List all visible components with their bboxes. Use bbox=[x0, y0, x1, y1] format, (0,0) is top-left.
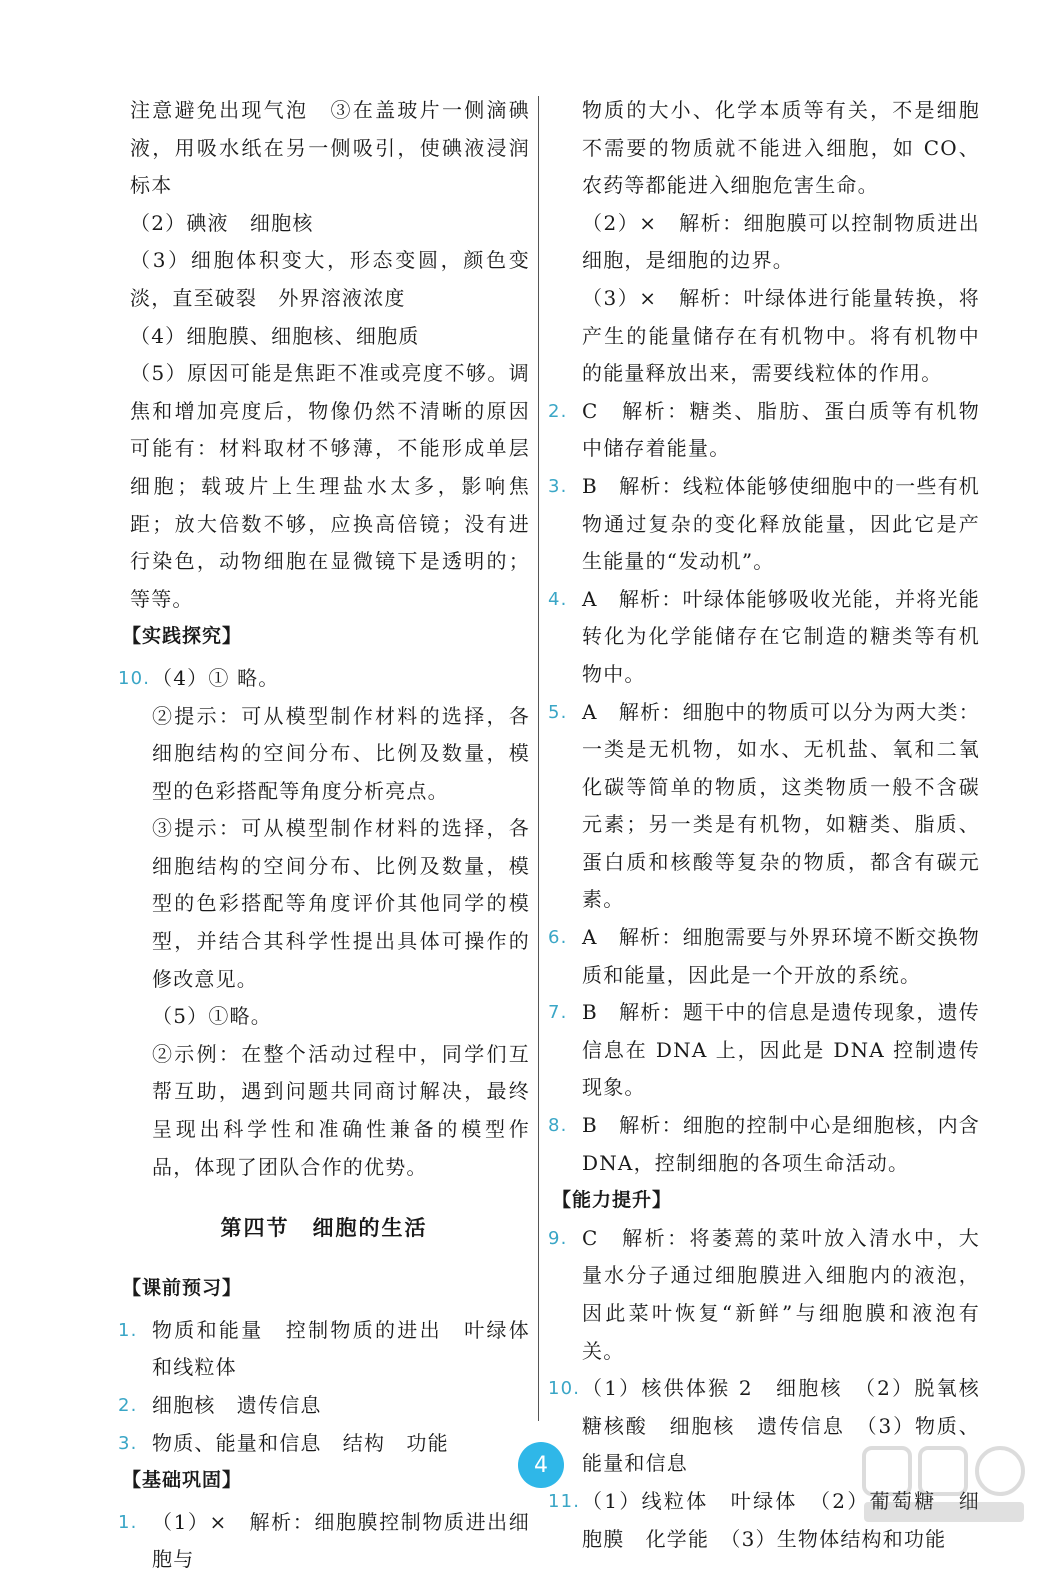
answer-text: A 解析：细胞中的物质可以分为两大类：一类是无机物，如水、无机盐、氧和二氧化碳等简单的物质，这类物质一般不含碳元素；另一类是有机物，如糖类、脂质、蛋白质和核酸等复杂的物质，都含有碳元素。 bbox=[582, 699, 980, 912]
question-number: 5. bbox=[548, 701, 568, 723]
question-item bbox=[548, 393, 980, 468]
question-number: 2. bbox=[118, 1395, 138, 1416]
question-item bbox=[548, 468, 980, 581]
answer-text: 细胞核 遗传信息 bbox=[152, 1393, 322, 1417]
question-number: 4. bbox=[548, 588, 568, 610]
section-heading: 【能力提升】 bbox=[552, 1189, 673, 1212]
question-number: 8. bbox=[548, 1115, 568, 1137]
question-item bbox=[548, 581, 980, 694]
question-item bbox=[548, 1107, 980, 1182]
answer-paragraph: （3）细胞体积变大，形态变圆，颜色变淡，直至破裂 外界溶液浓度 bbox=[130, 248, 530, 310]
question-item bbox=[548, 1220, 980, 1370]
question-item bbox=[548, 694, 980, 920]
answer-text: A 解析：叶绿体能够吸收光能，并将光能转化为化学能储存在它制造的糖类等有机物中。 bbox=[582, 586, 980, 686]
answer-paragraph: 物质的大小、化学本质等有关，不是细胞不需要的物质就不能进入细胞，如 CO、农药等都能进入细胞危害生命。 bbox=[582, 98, 980, 198]
answer-text: A 解析：细胞需要与外界环境不断交换物质和能量，因此是一个开放的系统。 bbox=[582, 925, 980, 987]
answer-paragraph: ③提示：可从模型制作材料的选择，各细胞结构的空间分布、比例及数量，模型的色彩搭配等角度评价其他同学的模型，并结合其科学性提出具体可操作的修改意见。 bbox=[152, 816, 530, 991]
question-number: 6. bbox=[548, 927, 568, 949]
answer-text: （1）核供体猴 2 细胞核 （2）脱氧核糖核酸 细胞核 遗传信息 （3）物质、能量和信息 bbox=[582, 1376, 980, 1476]
answer-paragraph: （4）细胞膜、细胞核、细胞质 bbox=[130, 323, 420, 348]
right-column bbox=[548, 92, 980, 1558]
page-number-badge bbox=[518, 1442, 564, 1488]
question-number: 10. bbox=[548, 1378, 581, 1400]
answer-text: 物质和能量 控制物质的进出 叶绿体和线粒体 bbox=[152, 1317, 530, 1380]
answer-paragraph: （3）× 解析：叶绿体进行能量转换，将产生的能量储存在有机物中。将有机物中的能量释放出来，需要线粒体的作用。 bbox=[582, 285, 980, 386]
question-number: 3. bbox=[548, 475, 568, 497]
section-heading: 【实践探究】 bbox=[122, 625, 243, 648]
question-number: 1. bbox=[118, 1319, 138, 1341]
question-item bbox=[118, 1312, 530, 1387]
answer-paragraph: 注意避免出现气泡 ③在盖玻片一侧滴碘液，用吸水纸在另一侧吸引，使碘液浸润标本 bbox=[130, 98, 530, 198]
section-heading: 【课前预习】 bbox=[122, 1277, 243, 1300]
answer-text: C 解析：将萎蔫的菜叶放入清水中，大量水分子通过细胞膜进入细胞内的液泡，因此菜叶恢复“新鲜”与细胞膜和液泡有关。 bbox=[582, 1225, 980, 1363]
answer-text: B 解析：细胞的控制中心是细胞核，内含 DNA，控制细胞的各项生命活动。 bbox=[582, 1113, 980, 1175]
answer-paragraph: ②提示：可从模型制作材料的选择，各细胞结构的空间分布、比例及数量，模型的色彩搭配等角度分析亮点。 bbox=[152, 703, 530, 803]
question-number: 1. bbox=[118, 1511, 138, 1533]
question-number: 3. bbox=[118, 1432, 138, 1454]
question-item bbox=[118, 1504, 530, 1579]
answer-paragraph: （2）× 解析：细胞膜可以控制物质进出细胞，是细胞的边界。 bbox=[582, 210, 980, 273]
question-item bbox=[118, 1387, 530, 1425]
answer-paragraph: （5）原因可能是焦距不准或亮度不够。调焦和增加亮度后，物像仍然不清晰的原因可能有：材料取材不够薄，不能形成单层细胞；载玻片上生理盐水太多，影响焦距；放大倍数不够，应换高倍镜；没有进行染色，动物细胞在显微镜下是透明的；等等。 bbox=[130, 361, 530, 611]
left-column bbox=[118, 92, 530, 1579]
question-item bbox=[548, 994, 980, 1107]
question-item bbox=[118, 1425, 530, 1463]
question-item bbox=[118, 660, 530, 698]
answer-text: （1）× 解析：细胞膜控制物质进出细胞与 bbox=[152, 1509, 530, 1572]
section-heading: 【基础巩固】 bbox=[122, 1469, 243, 1492]
page-number: 4 bbox=[534, 1452, 548, 1478]
question-number: 11. bbox=[548, 1490, 581, 1512]
answer-text: B 解析：线粒体能够使细胞中的一些有机物通过复杂的变化释放能量，因此它是产生能量的“发动机”。 bbox=[582, 473, 980, 574]
answer-text: （4）① 略。 bbox=[152, 665, 280, 690]
question-number: 9. bbox=[548, 1227, 568, 1249]
answer-text: （1）线粒体 叶绿体 （2）葡萄糖 细胞膜 化学能 （3）生物体结构和功能 bbox=[582, 1488, 980, 1551]
answer-text: 物质、能量和信息 结构 功能 bbox=[152, 1430, 449, 1455]
answer-text: B 解析：题干中的信息是遗传现象，遗传信息在 DNA 上，因此是 DNA 控制遗传现象。 bbox=[582, 1000, 980, 1100]
answer-paragraph: ②示例：在整个活动过程中，同学们互帮互助，遇到问题共同商讨解决，最终呈现出科学性和准确性兼备的模型作品，体现了团队合作的优势。 bbox=[152, 1041, 530, 1179]
question-number: 2. bbox=[548, 400, 568, 422]
question-number: 10. bbox=[118, 667, 151, 689]
section-title: 第四节 细胞的生活 bbox=[220, 1216, 428, 1241]
watermark-logo bbox=[860, 1442, 1030, 1528]
column-divider bbox=[538, 96, 539, 1421]
answer-paragraph: （2）碘液 细胞核 bbox=[130, 210, 314, 235]
question-number: 7. bbox=[548, 1002, 568, 1024]
question-item bbox=[548, 919, 980, 994]
answer-text: C 解析：糖类、脂肪、蛋白质等有机物中储存着能量。 bbox=[582, 398, 980, 461]
answer-paragraph: （5）①略。 bbox=[152, 1004, 272, 1029]
